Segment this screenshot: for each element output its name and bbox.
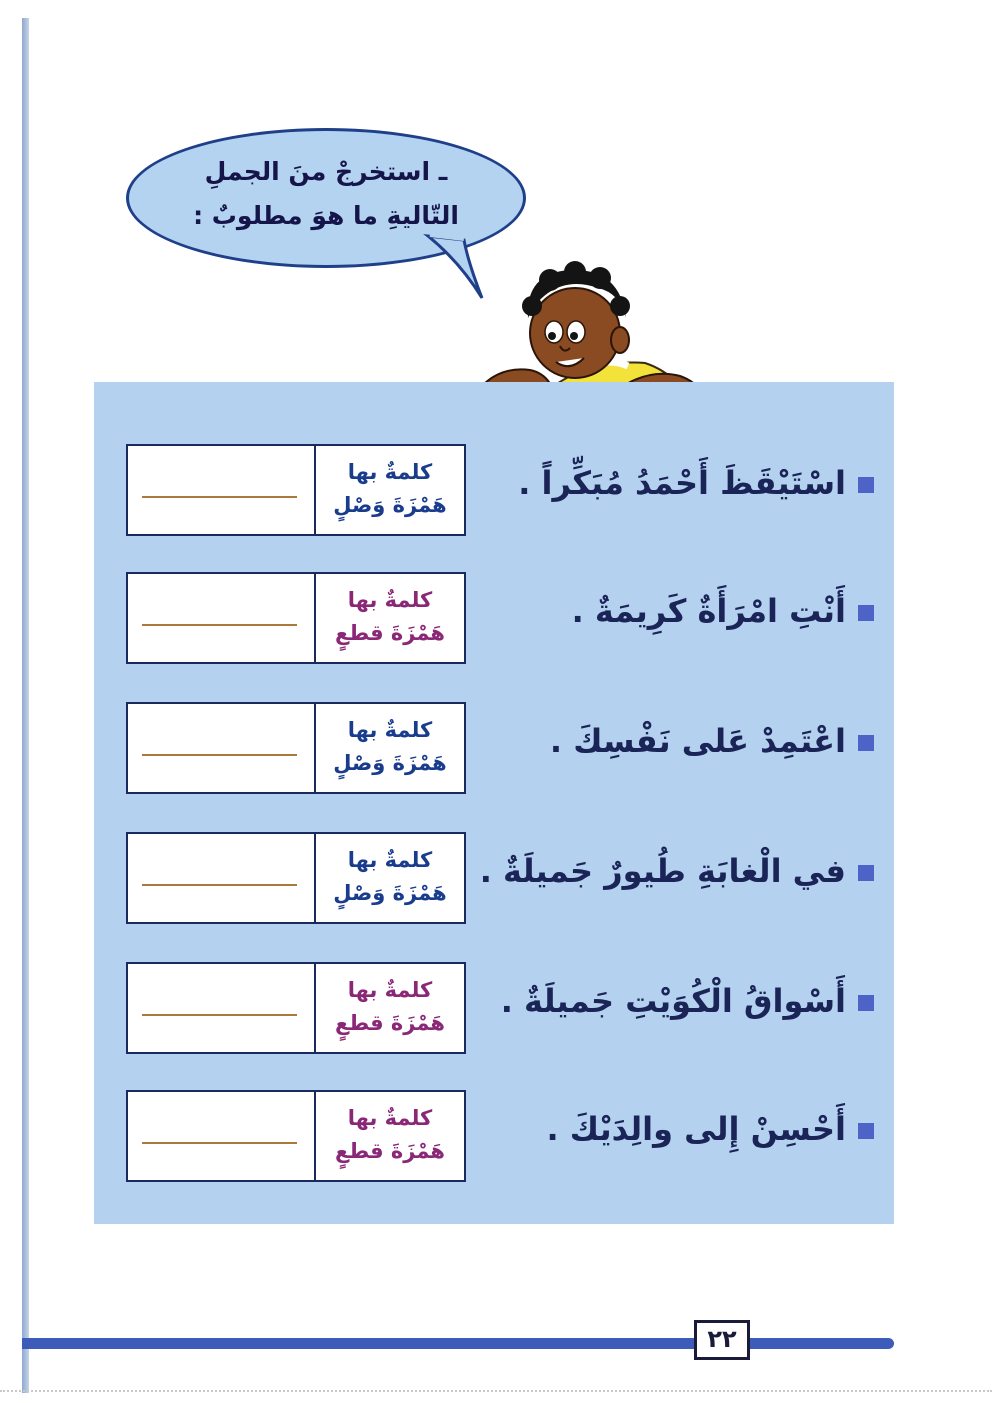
answer-label	[314, 964, 464, 1052]
label-line-1: كلمةٌ بها	[347, 718, 433, 742]
square-bullet-icon	[858, 1123, 874, 1139]
answer-label	[314, 1092, 464, 1180]
answer-blank[interactable]	[142, 754, 297, 756]
label-line-1: كلمةٌ بها	[347, 1106, 433, 1130]
answer-box	[126, 444, 466, 536]
instruction-line-2: التّاليةِ ما هوَ مطلوبٌ :	[193, 201, 459, 230]
exercise-sentence	[474, 852, 874, 890]
sentence-text: في الْغابَةِ طُيورٌ جَميلَةٌ .	[479, 852, 846, 890]
answer-box	[126, 702, 466, 794]
exercise-panel	[94, 382, 894, 1224]
exercise-row-3	[94, 702, 894, 802]
label-line-1: كلمةٌ بها	[347, 848, 433, 872]
exercise-row-4	[94, 832, 894, 932]
square-bullet-icon	[858, 735, 874, 751]
sentence-text: اسْتَيْقَظَ أَحْمَدُ مُبَكِّراً .	[518, 464, 846, 502]
label-line-2: هَمْزَةَ وَصْلٍ	[333, 881, 447, 905]
page-edge-dots	[0, 1390, 992, 1392]
footer-bar	[22, 1338, 894, 1349]
page-number: ٢٢	[694, 1320, 750, 1360]
exercise-sentence	[474, 982, 874, 1020]
answer-label	[314, 574, 464, 662]
answer-label	[314, 704, 464, 792]
exercise-sentence	[474, 464, 874, 502]
page-spine	[22, 18, 29, 1393]
answer-box	[126, 1090, 466, 1182]
answer-blank[interactable]	[142, 1014, 297, 1016]
label-line-2: هَمْزَةَ قطعٍ	[335, 1011, 445, 1035]
sentence-text: أَنْتِ امْرَأَةٌ كَرِيمَةٌ .	[571, 592, 846, 630]
answer-label	[314, 834, 464, 922]
square-bullet-icon	[858, 865, 874, 881]
instruction-text	[126, 150, 526, 250]
exercise-sentence	[474, 722, 874, 760]
exercise-row-5	[94, 962, 894, 1062]
sentence-text: أَسْواقُ الْكُوَيْتِ جَميلَةٌ .	[500, 982, 846, 1020]
answer-blank[interactable]	[142, 1142, 297, 1144]
sentence-text: أَحْسِنْ إِلى والِدَيْكَ .	[546, 1110, 846, 1148]
exercise-row-2	[94, 572, 894, 672]
label-line-1: كلمةٌ بها	[347, 588, 433, 612]
square-bullet-icon	[858, 477, 874, 493]
answer-box	[126, 832, 466, 924]
answer-label	[314, 446, 464, 534]
sentence-text: اعْتَمِدْ عَلى نَفْسِكَ .	[549, 722, 846, 760]
square-bullet-icon	[858, 995, 874, 1011]
answer-blank[interactable]	[142, 884, 297, 886]
exercise-sentence	[474, 592, 874, 630]
label-line-2: هَمْزَةَ قطعٍ	[335, 621, 445, 645]
exercise-row-6	[94, 1090, 894, 1190]
answer-box	[126, 572, 466, 664]
label-line-2: هَمْزَةَ وَصْلٍ	[333, 493, 447, 517]
answer-blank[interactable]	[142, 496, 297, 498]
label-line-2: هَمْزَةَ وَصْلٍ	[333, 751, 447, 775]
label-line-2: هَمْزَةَ قطعٍ	[335, 1139, 445, 1163]
label-line-1: كلمةٌ بها	[347, 460, 433, 484]
answer-blank[interactable]	[142, 624, 297, 626]
instruction-line-1: ـ استخرجْ منَ الجملِ	[204, 157, 448, 186]
exercise-row-1	[94, 444, 894, 544]
label-line-1: كلمةٌ بها	[347, 978, 433, 1002]
square-bullet-icon	[858, 605, 874, 621]
exercise-sentence	[474, 1110, 874, 1148]
answer-box	[126, 962, 466, 1054]
